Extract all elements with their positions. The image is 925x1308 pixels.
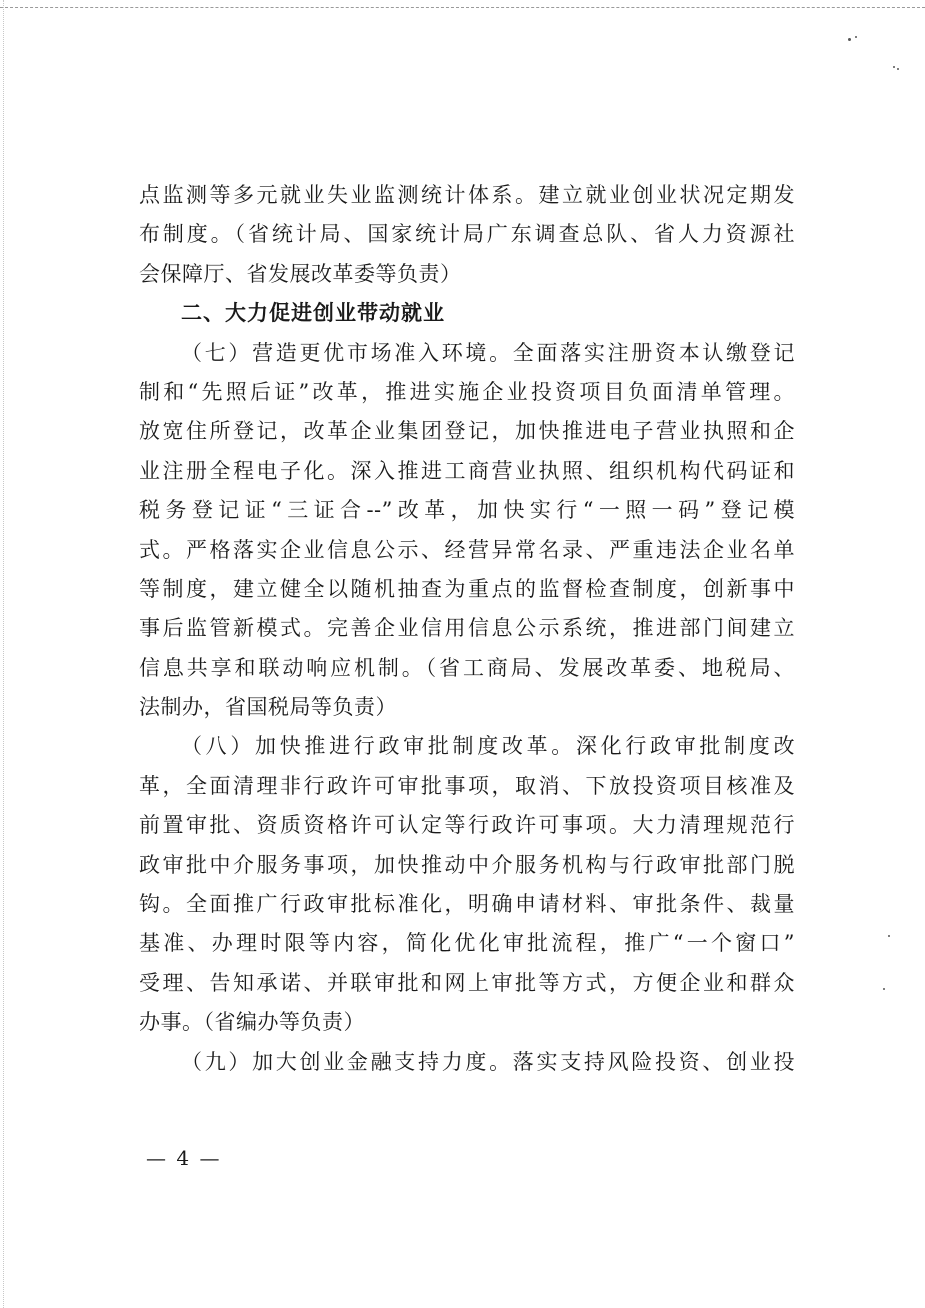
text-line: 基准、办理时限等内容，简化优化审批流程，推广“一个窗口” <box>139 931 795 956</box>
text-line: 革，全面清理非行政许可审批事项，取消、下放投资项目核准及 <box>139 773 795 798</box>
text-line: 会保障厅、省发展改革委等负责） <box>139 261 462 286</box>
paragraph <box>139 176 795 294</box>
text-line: （七）营造更优市场准入环境。全面落实注册资本认缴登记 <box>181 340 795 365</box>
scan-edge-left <box>3 0 4 1308</box>
text-line: 业注册全程电子化。深入推进工商营业执照、组织机构代码证和 <box>139 458 795 483</box>
paragraph <box>139 334 795 728</box>
scan-speck <box>888 935 890 937</box>
scan-speck <box>883 988 885 990</box>
section-heading: 二、大力促进创业带动就业 <box>181 301 445 326</box>
paragraph <box>139 727 795 1042</box>
text-line: 布制度。（省统计局、国家统计局广东调查总队、省人力资源社 <box>139 222 795 247</box>
text-line: 受理、告知承诺、并联审批和网上审批等方式，方便企业和群众 <box>139 970 795 995</box>
text-line: （八）加快推进行政审批制度改革。深化行政审批制度改 <box>181 734 795 759</box>
document-body <box>139 176 795 1082</box>
text-line: （九）加大创业金融支持力度。落实支持风险投资、创业投 <box>181 1049 795 1074</box>
page-number: — 4 — <box>146 1146 222 1170</box>
paragraph <box>139 1043 795 1082</box>
text-line: 等制度，建立健全以随机抽查为重点的监督检查制度，创新事中 <box>139 576 795 601</box>
text-line: 钩。全面推广行政审批标准化，明确申请材料、审批条件、裁量 <box>139 892 795 917</box>
text-line: 事后监管新模式。完善企业信用信息公示系统，推进部门间建立 <box>139 616 795 641</box>
scan-speck <box>893 66 895 68</box>
text-line: 政审批中介服务事项，加快推动中介服务机构与行政审批部门脱 <box>139 852 795 877</box>
scan-edge-top <box>0 7 925 8</box>
text-line: 放宽住所登记，改革企业集团登记，加快推进电子营业执照和企 <box>139 419 795 444</box>
text-line: 税务登记证“三证合--”改革，加快实行“一照一码”登记模 <box>139 498 795 523</box>
scan-speck <box>848 38 851 41</box>
text-line: 法制办，省国税局等负责） <box>139 695 397 720</box>
scan-speck <box>897 68 899 70</box>
text-line: 点监测等多元就业失业监测统计体系。建立就业创业状况定期发 <box>139 183 795 207</box>
text-line: 办事。（省编办等负责） <box>139 1010 365 1035</box>
scan-speck <box>855 36 857 38</box>
text-line: 式。严格落实企业信息公示、经营异常名录、严重违法企业名单 <box>139 537 795 562</box>
text-line: 信息共享和联动响应机制。（省工商局、发展改革委、地税局、 <box>139 655 795 680</box>
text-line: 前置审批、资质资格许可认定等行政许可事项。大力清理规范行 <box>139 813 795 838</box>
text-line: 制和“先照后证”改革，推进实施企业投资项目负面清单管理。 <box>139 379 795 404</box>
